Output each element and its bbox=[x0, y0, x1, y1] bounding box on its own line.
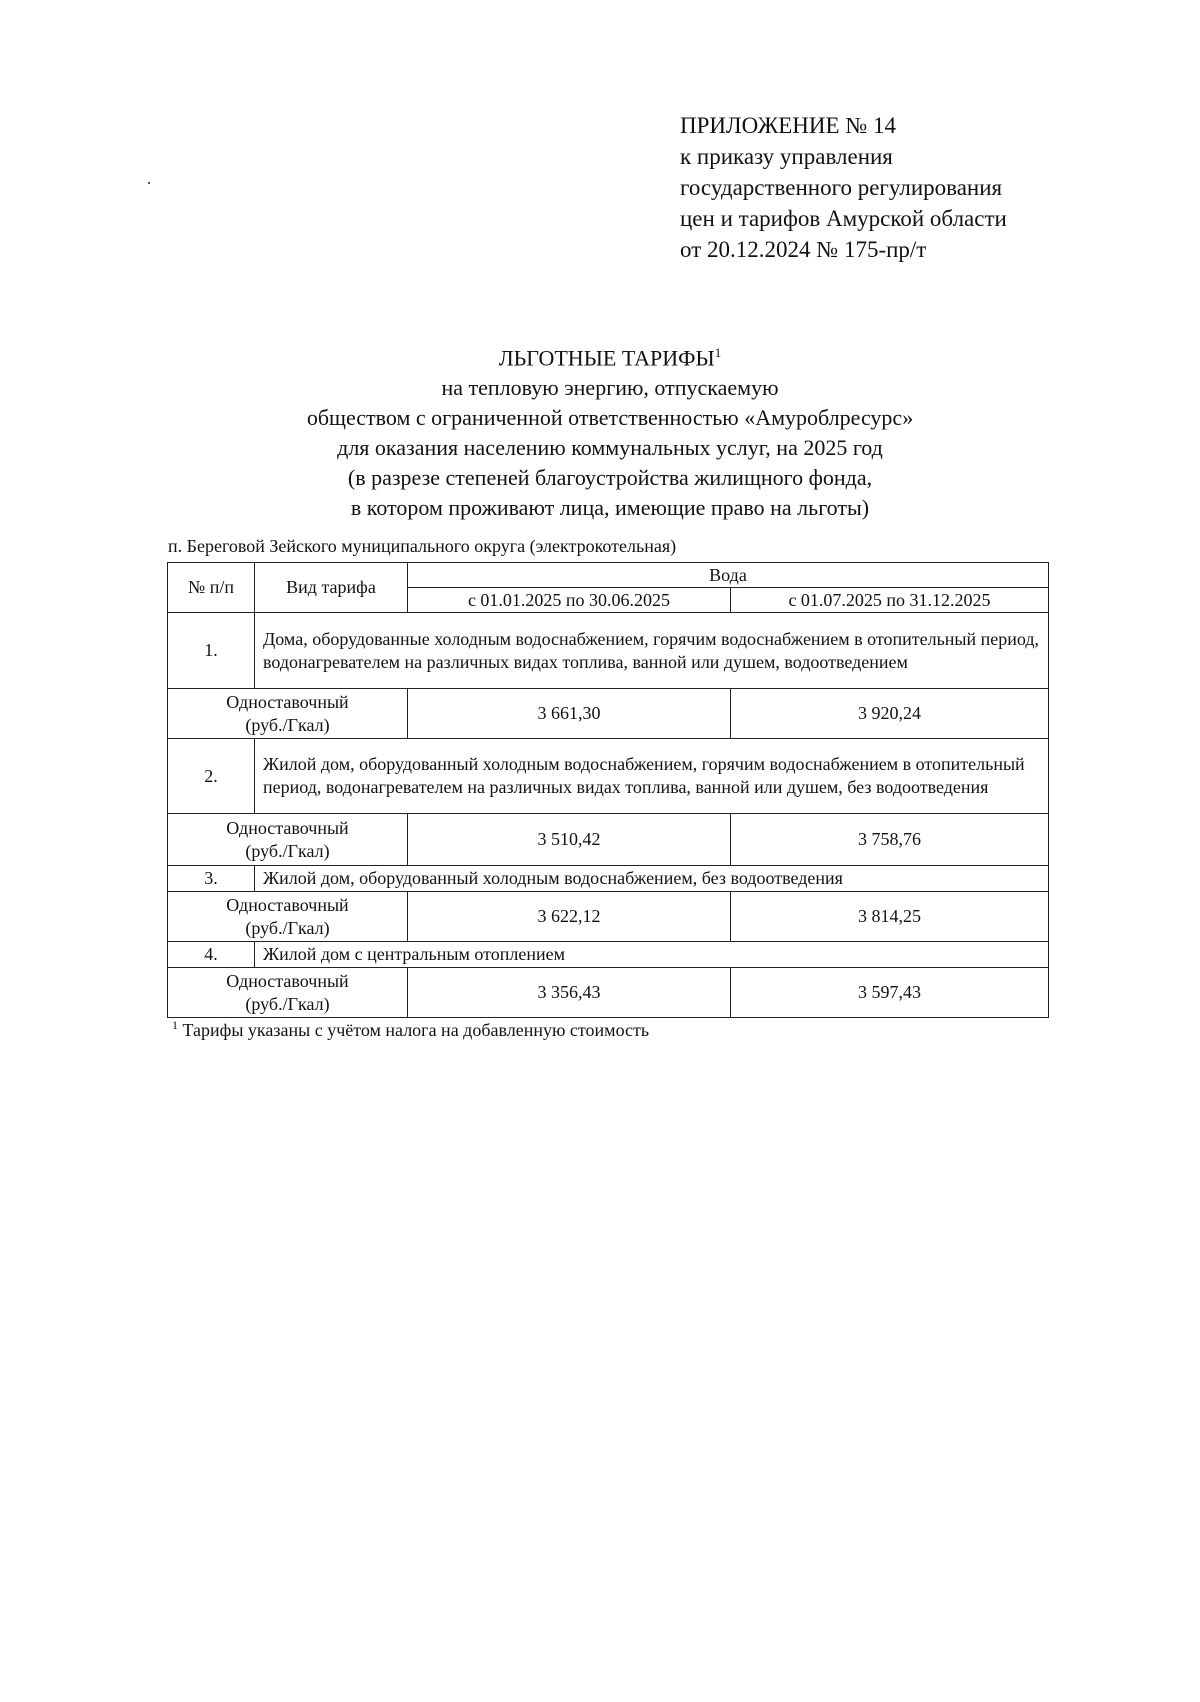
value-period2: 3 758,76 bbox=[731, 814, 1049, 866]
footnote-text: Тарифы указаны с учётом налога на добавленную стоимость bbox=[182, 1020, 650, 1040]
value-period2: 3 920,24 bbox=[731, 689, 1049, 739]
tariff-label: Одноставочный bbox=[226, 970, 349, 991]
tariff-label: Одноставочный bbox=[226, 894, 349, 915]
tariff-unit: (руб./Гкал) bbox=[245, 840, 330, 861]
header-period1: с 01.01.2025 по 30.06.2025 bbox=[408, 588, 731, 613]
table-row bbox=[168, 613, 1049, 689]
row-num: 1. bbox=[168, 613, 255, 689]
appendix-order-date: от 20.12.2024 № 175-пр/т bbox=[680, 237, 927, 262]
title-line: (в разрезе степеней благоустройства жилищного фонда, bbox=[347, 465, 873, 491]
tariff-label: Одноставочный bbox=[226, 691, 349, 712]
appendix-line: цен и тарифов Амурской области bbox=[680, 206, 1007, 231]
value-period1: 3 661,30 bbox=[408, 689, 731, 739]
table-row bbox=[168, 866, 1049, 892]
tariff-unit: (руб./Гкал) bbox=[245, 993, 330, 1014]
title-line: обществом с ограниченной ответственностью «Амуроблресурс» bbox=[306, 405, 914, 431]
tariff-type bbox=[168, 689, 408, 739]
header-period2: с 01.07.2025 по 31.12.2025 bbox=[731, 588, 1049, 613]
appendix-header bbox=[680, 110, 1007, 265]
header-num: № п/п bbox=[168, 563, 255, 613]
appendix-line: государственного регулирования bbox=[680, 175, 1003, 200]
title-line: на тепловую энергию, отпускаемую bbox=[441, 375, 779, 401]
row-num: 3. bbox=[168, 866, 255, 892]
title-line: для оказания населению коммунальных услуг, на 2025 год bbox=[337, 435, 883, 461]
value-period2: 3 597,43 bbox=[731, 968, 1049, 1018]
value-period1: 3 356,43 bbox=[408, 968, 731, 1018]
row-num: 2. bbox=[168, 739, 255, 814]
tariff-type bbox=[168, 968, 408, 1018]
table-row bbox=[168, 814, 1049, 866]
tariff-type bbox=[168, 892, 408, 942]
table-row bbox=[168, 968, 1049, 1018]
footnote-mark: 1 bbox=[714, 345, 722, 360]
header-type: Вид тарифа bbox=[255, 563, 408, 613]
footnote-mark: 1 bbox=[172, 1018, 178, 1032]
table-row bbox=[168, 689, 1049, 739]
value-period1: 3 510,42 bbox=[408, 814, 731, 866]
row-desc: Жилой дом с центральным отоплением bbox=[255, 942, 1049, 968]
table-header-row bbox=[168, 563, 1049, 588]
row-desc: Жилой дом, оборудованный холодным водоснабжением, без водоотведения bbox=[255, 866, 1049, 892]
value-period1: 3 622,12 bbox=[408, 892, 731, 942]
location-caption: п. Береговой Зейского муниципального округа (электрокотельная) bbox=[168, 536, 677, 556]
scan-speck bbox=[148, 182, 150, 184]
appendix-number: ПРИЛОЖЕНИЕ № 14 bbox=[680, 113, 897, 138]
header-group: Вода bbox=[408, 563, 1049, 588]
tariff-unit: (руб./Гкал) bbox=[245, 917, 330, 938]
title-line: в котором проживают лица, имеющие право на льготы) bbox=[350, 495, 870, 521]
table-row bbox=[168, 892, 1049, 942]
row-num: 4. bbox=[168, 942, 255, 968]
table-row bbox=[168, 739, 1049, 814]
tariff-unit: (руб./Гкал) bbox=[245, 714, 330, 735]
value-period2: 3 814,25 bbox=[731, 892, 1049, 942]
tariff-label: Одноставочный bbox=[226, 817, 349, 838]
title-heading bbox=[160, 338, 1060, 373]
row-desc: Жилой дом, оборудованный холодным водоснабжением, горячим водоснабжением в отопительный период, водонагревателем на различных видах топлива, ванной или душем, без водоотведения bbox=[255, 739, 1049, 814]
row-desc: Дома, оборудованные холодным водоснабжением, горячим водоснабжением в отопительный период, водонагревателем на различных видах топлива, ванной или душем, водоотведением bbox=[255, 613, 1049, 689]
document-title bbox=[160, 338, 1060, 523]
footnote bbox=[172, 1018, 649, 1041]
title-heading-text: ЛЬГОТНЫЕ ТАРИФЫ bbox=[498, 345, 715, 371]
appendix-line: к приказу управления bbox=[680, 144, 893, 169]
tariff-type bbox=[168, 814, 408, 866]
table-row bbox=[168, 942, 1049, 968]
tariff-table bbox=[167, 562, 1049, 1018]
